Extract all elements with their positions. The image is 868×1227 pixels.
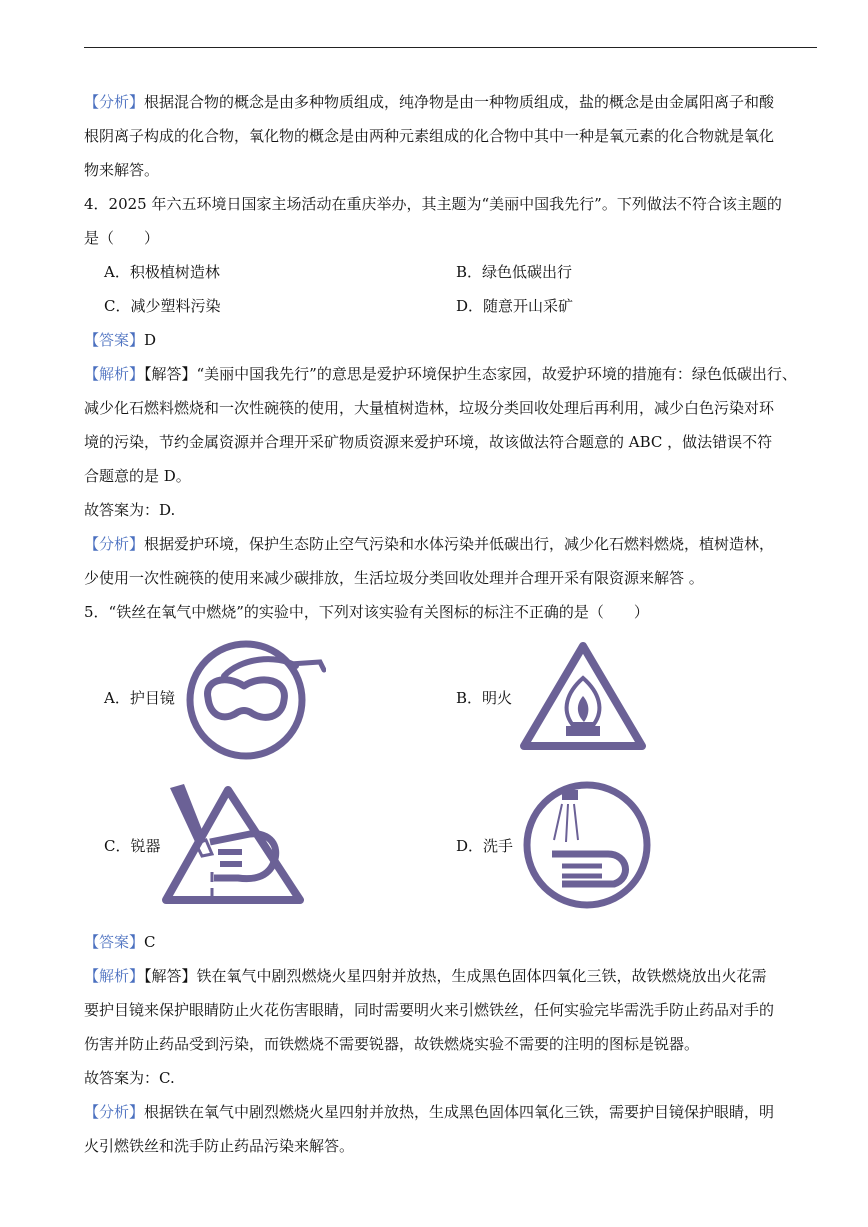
- q4-option-b: B．绿色低碳出行: [456, 263, 573, 281]
- q4-explain-line-2: 减少化石燃料燃烧和一次性碗筷的使用，大量植树造林，垃圾分类回收处理后再利用，减少白色污染对环: [84, 399, 775, 417]
- q4-final-answer: 故答案为：D.: [84, 501, 176, 519]
- q4-option-c: C．减少塑料污染: [104, 297, 221, 315]
- q5-analysis-line-2: 火引燃铁丝和洗手防止药品污染来解答。: [84, 1137, 355, 1155]
- q5-option-b: B．明火: [456, 689, 513, 707]
- flame-icon: [518, 638, 648, 754]
- q4-explain-line-3: 境的污染，节约金属资源并合理开采矿物质资源来爱护环境，故该做法符合题意的 ABC ，做法错误不符: [84, 433, 773, 451]
- q4-explain-line-1: 【解析】【解答】“美丽中国我先行”的意思是爱护环境保护生态家园，故爱护环境的措施有：绿色低碳出行、: [84, 365, 797, 383]
- hand-wash-icon: [522, 780, 652, 910]
- answer-tag: 【答案】: [84, 331, 145, 349]
- q5-explain-line-2: 要护目镜来保护眼睛防止火花伤害眼睛，同时需要明火来引燃铁丝，任何实验完毕需洗手防止药品对手的: [84, 1001, 775, 1019]
- q3-analysis-line-1: 【分析】根据混合物的概念是由多种物质组成，纯净物是由一种物质组成，盐的概念是由金属阳离子和酸: [84, 93, 775, 111]
- q5-answer: 【答案】C: [84, 933, 156, 951]
- q4-answer: 【答案】D: [84, 331, 157, 349]
- q4-analysis-line-2: 少使用一次性碗筷的使用来减少碳排放，生活垃圾分类回收处理并合理开采有限资源来解答 。: [84, 569, 704, 587]
- q4-option-d: D．随意开山采矿: [456, 297, 574, 315]
- q5-explain-line-3: 伤害并防止药品受到污染，而铁燃烧不需要锐器，故铁燃烧实验不需要的注明的图标是锐器。: [84, 1035, 700, 1053]
- q4-stem-line-2: 是（ ）: [84, 229, 160, 247]
- q3-analysis-line-3: 物来解答。: [84, 161, 160, 179]
- goggles-icon: [186, 636, 326, 762]
- analysis-tag: 【分析】: [84, 93, 145, 111]
- answer-tag: 【答案】: [84, 933, 145, 951]
- q4-analysis-line-1: 【分析】根据爱护环境，保护生态防止空气污染和水体污染并低碳出行，减少化石燃料燃烧，植树造林，: [84, 535, 775, 553]
- explain-tag: 【解析】: [84, 967, 145, 985]
- explain-tag: 【解析】: [84, 365, 145, 383]
- q3-analysis-line-2: 根阴离子构成的化合物，氧化物的概念是由两种元素组成的化合物中其中一种是氧元素的化合物就是氧化: [84, 127, 775, 145]
- q5-option-a: A．护目镜: [104, 689, 175, 707]
- analysis-tag: 【分析】: [84, 1103, 145, 1121]
- header-rule: [84, 47, 817, 48]
- q5-option-d: D．洗手: [456, 837, 514, 855]
- q4-explain-line-4: 合题意的是 D。: [84, 467, 191, 485]
- q4-stem-line-1: 4．2025 年六五环境日国家主场活动在重庆举办，其主题为“美丽中国我先行”。下列做法不符合该主题的: [84, 195, 782, 213]
- q5-option-c: C．锐器: [104, 837, 161, 855]
- q5-explain-line-1: 【解析】【解答】铁在氧气中剧烈燃烧火星四射并放热，生成黑色固体四氧化三铁，故铁燃烧放出火花需: [84, 967, 767, 985]
- q5-stem: 5．“铁丝在氧气中燃烧”的实验中，下列对该实验有关图标的标注不正确的是（ ）: [84, 603, 649, 621]
- q4-option-a: A．积极植树造林: [104, 263, 220, 281]
- analysis-tag: 【分析】: [84, 535, 145, 553]
- sharp-object-icon: [162, 782, 312, 908]
- q5-final-answer: 故答案为：C.: [84, 1069, 175, 1087]
- q5-analysis-line-1: 【分析】根据铁在氧气中剧烈燃烧火星四射并放热，生成黑色固体四氧化三铁，需要护目镜保护眼睛，明: [84, 1103, 775, 1121]
